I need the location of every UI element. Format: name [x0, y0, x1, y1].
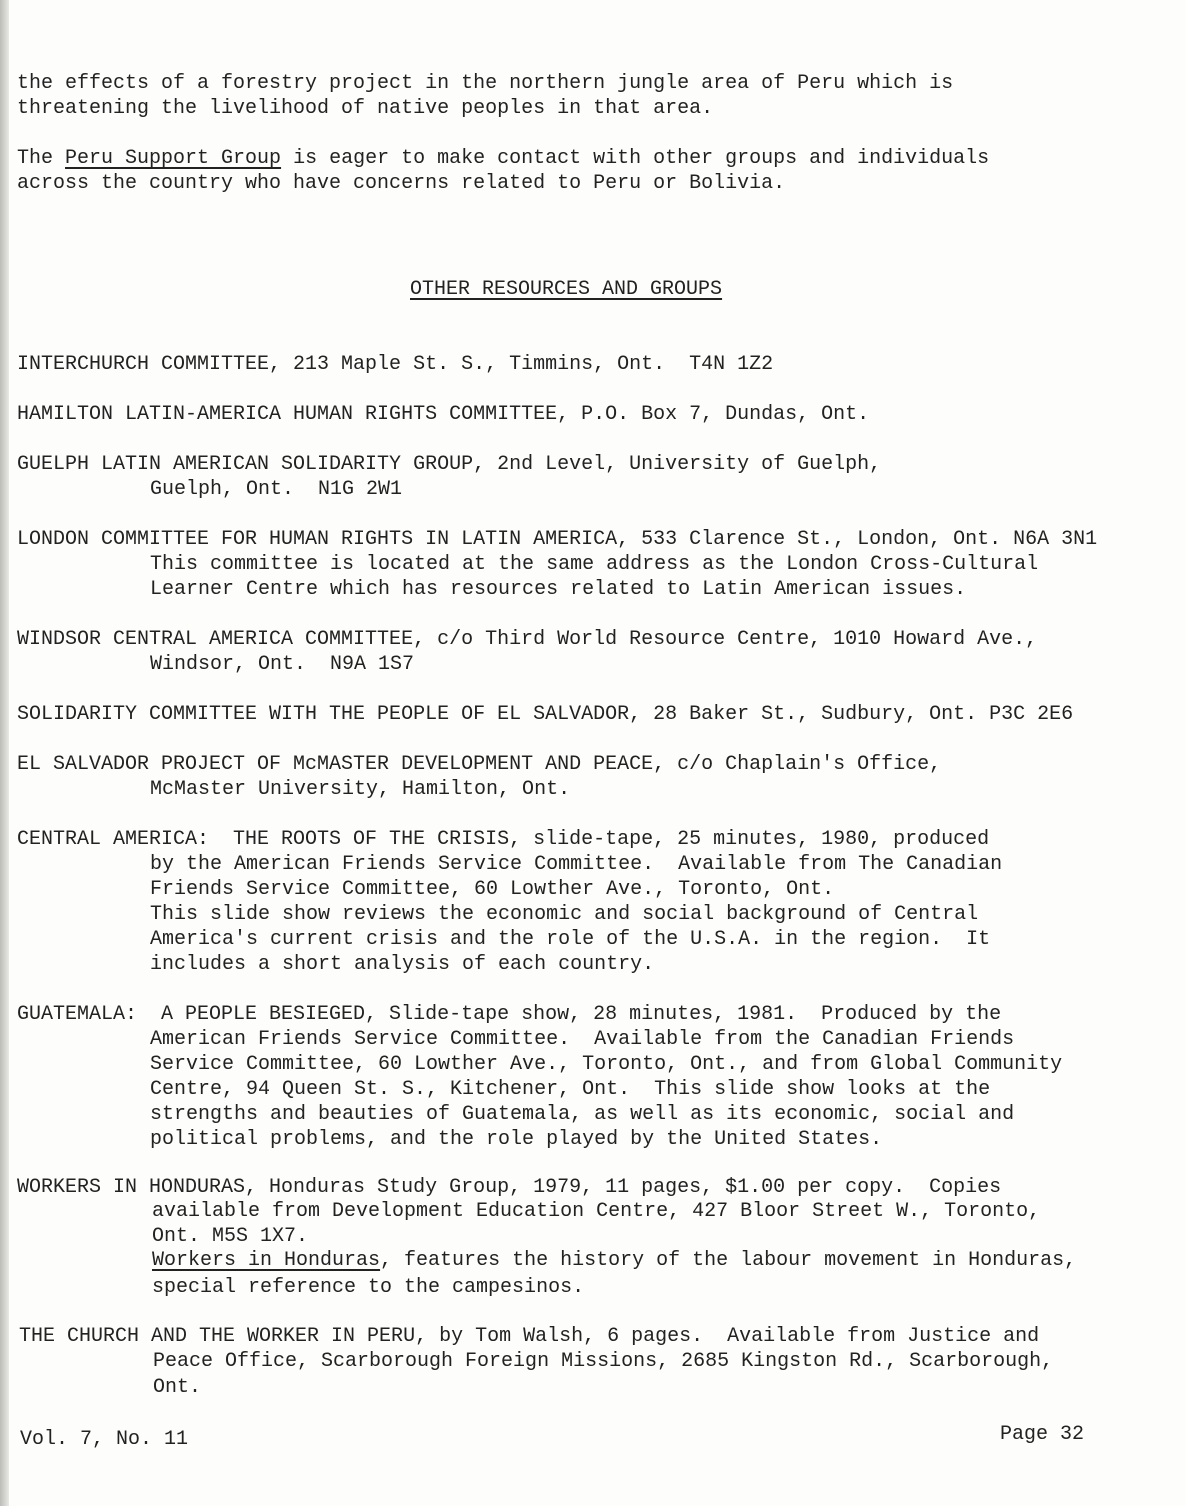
list-item-detail: This committee is located at the same address as the London Cross-Cultural: [150, 553, 1039, 576]
text-line: across the country who have concerns related to Peru or Bolivia.: [17, 172, 786, 195]
list-item-detail: American Friends Service Committee. Available from the Canadian Friends: [150, 1028, 1015, 1051]
list-item: HAMILTON LATIN-AMERICA HUMAN RIGHTS COMMITTEE, P.O. Box 7, Dundas, Ont.: [17, 403, 870, 426]
list-item-detail: Peace Office, Scarborough Foreign Missions, 2685 Kingston Rd., Scarborough,: [153, 1350, 1054, 1373]
text-line: [17, 147, 989, 171]
list-item-detail: special reference to the campesinos.: [152, 1276, 585, 1299]
list-item-detail: Friends Service Committee, 60 Lowther Ave., Toronto, Ont.: [150, 878, 835, 901]
list-item-detail: [152, 1249, 1076, 1273]
text-segment: The: [17, 147, 66, 170]
footer-volume: Vol. 7, No. 11: [20, 1428, 189, 1451]
list-item: GUATEMALA: A PEOPLE BESIEGED, Slide-tape show, 28 minutes, 1981. Produced by the: [17, 1003, 1002, 1026]
peru-support-group-title: Peru Support Group: [65, 147, 282, 170]
text-line: threatening the livelihood of native peoples in that area.: [17, 97, 714, 120]
list-item: EL SALVADOR PROJECT OF McMASTER DEVELOPMENT AND PEACE, c/o Chaplain's Office,: [17, 753, 942, 776]
list-item: THE CHURCH AND THE WORKER IN PERU, by Tom Walsh, 6 pages. Available from Justice and: [19, 1325, 1040, 1348]
text-segment: , features the history of the labour movement in Honduras,: [380, 1249, 1077, 1272]
list-item-detail: Service Committee, 60 Lowther Ave., Toronto, Ont., and from Global Community: [150, 1053, 1063, 1076]
list-item-detail: Learner Centre which has resources related to Latin American issues.: [150, 578, 967, 601]
list-item-detail: political problems, and the role played by the United States.: [150, 1128, 883, 1151]
text-line: the effects of a forestry project in the northern jungle area of Peru which is: [17, 72, 954, 95]
list-item-detail: available from Development Education Centre, 427 Bloor Street W., Toronto,: [152, 1200, 1041, 1223]
section-heading: OTHER RESOURCES AND GROUPS: [410, 278, 723, 301]
list-item: SOLIDARITY COMMITTEE WITH THE PEOPLE OF EL SALVADOR, 28 Baker St., Sudbury, Ont. P3C 2E6: [17, 703, 1074, 726]
list-item-detail: by the American Friends Service Committee. Available from The Canadian: [150, 853, 1003, 876]
list-item-detail: Centre, 94 Queen St. S., Kitchener, Ont. This slide show looks at the: [150, 1078, 991, 1101]
list-item-detail: Ont.: [153, 1376, 202, 1399]
page-edge-shadow: [0, 0, 9, 1506]
list-item: LONDON COMMITTEE FOR HUMAN RIGHTS IN LATIN AMERICA, 533 Clarence St., London, Ont. N6A 3N1: [17, 528, 1098, 551]
footer-page-number: Page 32: [1000, 1423, 1085, 1446]
list-item: CENTRAL AMERICA: THE ROOTS OF THE CRISIS, slide-tape, 25 minutes, 1980, produced: [17, 828, 990, 851]
list-item-detail: includes a short analysis of each country.: [150, 953, 655, 976]
list-item-detail: Windsor, Ont. N9A 1S7: [150, 653, 415, 676]
list-item: GUELPH LATIN AMERICAN SOLIDARITY GROUP, 2nd Level, University of Guelph,: [17, 453, 882, 476]
list-item: INTERCHURCH COMMITTEE, 213 Maple St. S., Timmins, Ont. T4N 1Z2: [17, 353, 774, 376]
list-item-detail: McMaster University, Hamilton, Ont.: [150, 778, 571, 801]
list-item: WORKERS IN HONDURAS, Honduras Study Group, 1979, 11 pages, $1.00 per copy. Copies: [17, 1176, 1002, 1199]
list-item-detail: This slide show reviews the economic and social background of Central: [150, 903, 979, 926]
workers-in-honduras-title: Workers in Honduras: [152, 1249, 381, 1272]
list-item-detail: strengths and beauties of Guatemala, as well as its economic, social and: [150, 1103, 1015, 1126]
text-segment: is eager to make contact with other groups and individuals: [281, 147, 990, 170]
list-item: WINDSOR CENTRAL AMERICA COMMITTEE, c/o Third World Resource Centre, 1010 Howard Ave.,: [17, 628, 1038, 651]
list-item-detail: America's current crisis and the role of the U.S.A. in the region. It: [150, 928, 991, 951]
list-item-detail: Ont. M5S 1X7.: [152, 1225, 309, 1248]
list-item-detail: Guelph, Ont. N1G 2W1: [150, 478, 403, 501]
